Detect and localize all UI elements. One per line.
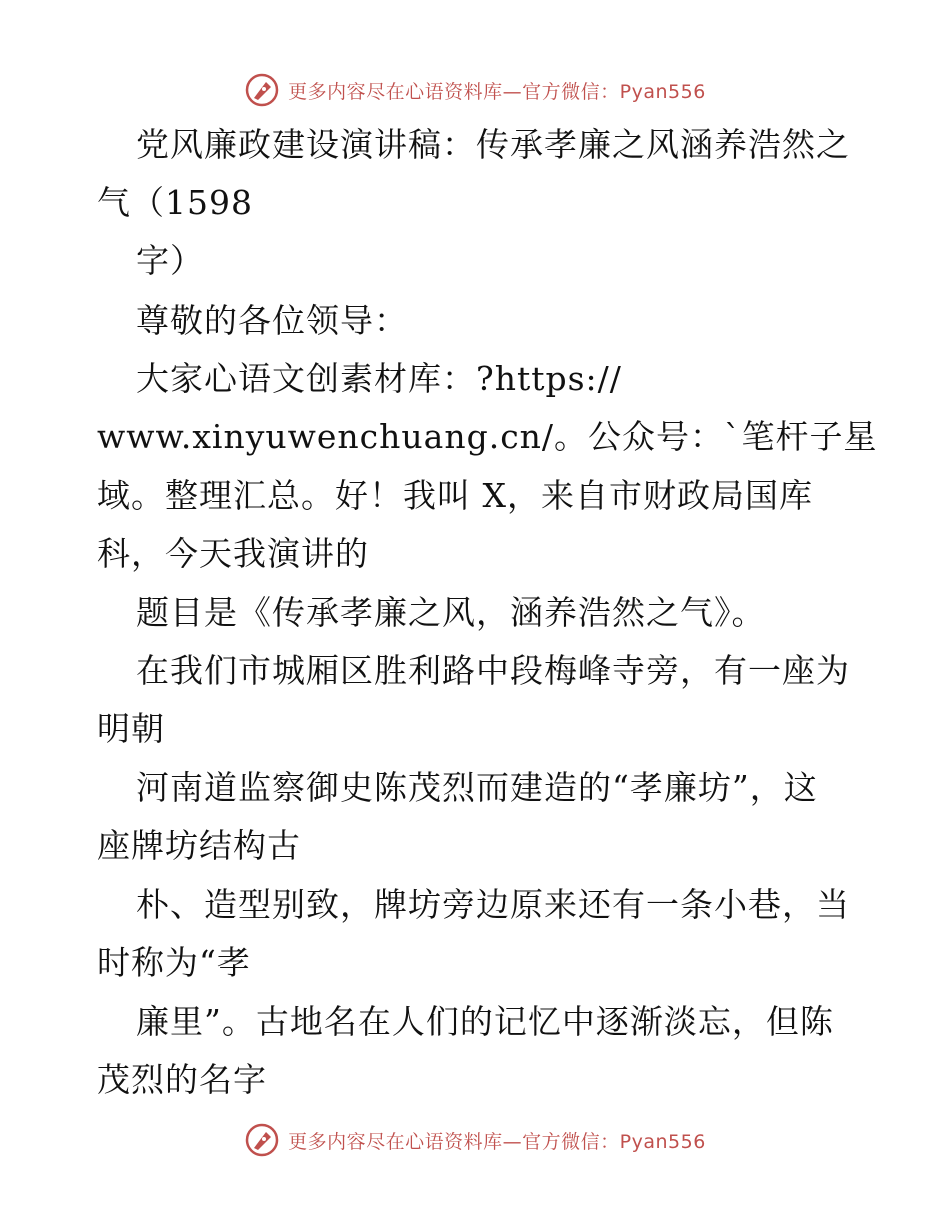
salutation: 尊敬的各位领导： xyxy=(136,301,408,340)
paragraph-line: www.xinyuwenchuang.cn/。公众号：`笔杆子星 xyxy=(97,417,878,456)
title-line-2: 气（1598 xyxy=(97,183,253,222)
footer-watermark-banner xyxy=(0,1120,950,1160)
paragraph-line: 座牌坊结构古 xyxy=(97,826,301,865)
paragraph-line: 时称为“孝 xyxy=(97,943,251,982)
title-line-3: 字） xyxy=(136,241,204,280)
paragraph-line: 大家心语文创素材库：?https:// xyxy=(136,359,622,398)
paragraph-line: 明朝 xyxy=(97,709,165,748)
paragraph-line: 廉里”。古地名在人们的记忆中逐渐淡忘，但陈 xyxy=(136,1002,834,1041)
paragraph-line: 科，今天我演讲的 xyxy=(97,534,369,573)
paragraph-line: 在我们市城厢区胜利路中段梅峰寺旁，有一座为 xyxy=(136,651,850,690)
paragraph-line: 朴、造型别致，牌坊旁边原来还有一条小巷，当 xyxy=(136,885,850,924)
paragraph-line: 题目是《传承孝廉之风，涵养浩然之气》。 xyxy=(136,593,766,632)
paragraph-line: 河南道监察御史陈茂烈而建造的“孝廉坊”，这 xyxy=(136,768,818,807)
banner-text: 更多内容尽在心语资料库—官方微信：Pyan556 xyxy=(288,1130,706,1153)
paragraph-line: 茂烈的名字 xyxy=(97,1060,267,1099)
title-line-1: 党风廉政建设演讲稿：传承孝廉之风涵养浩然之 xyxy=(136,125,850,164)
paragraph-line: 域。整理汇总。好！我叫 X，来自市财政局国库 xyxy=(97,476,813,515)
pen-nib-logo-icon xyxy=(244,1122,280,1158)
banner-text: 更多内容尽在心语资料库—官方微信：Pyan556 xyxy=(288,80,706,103)
